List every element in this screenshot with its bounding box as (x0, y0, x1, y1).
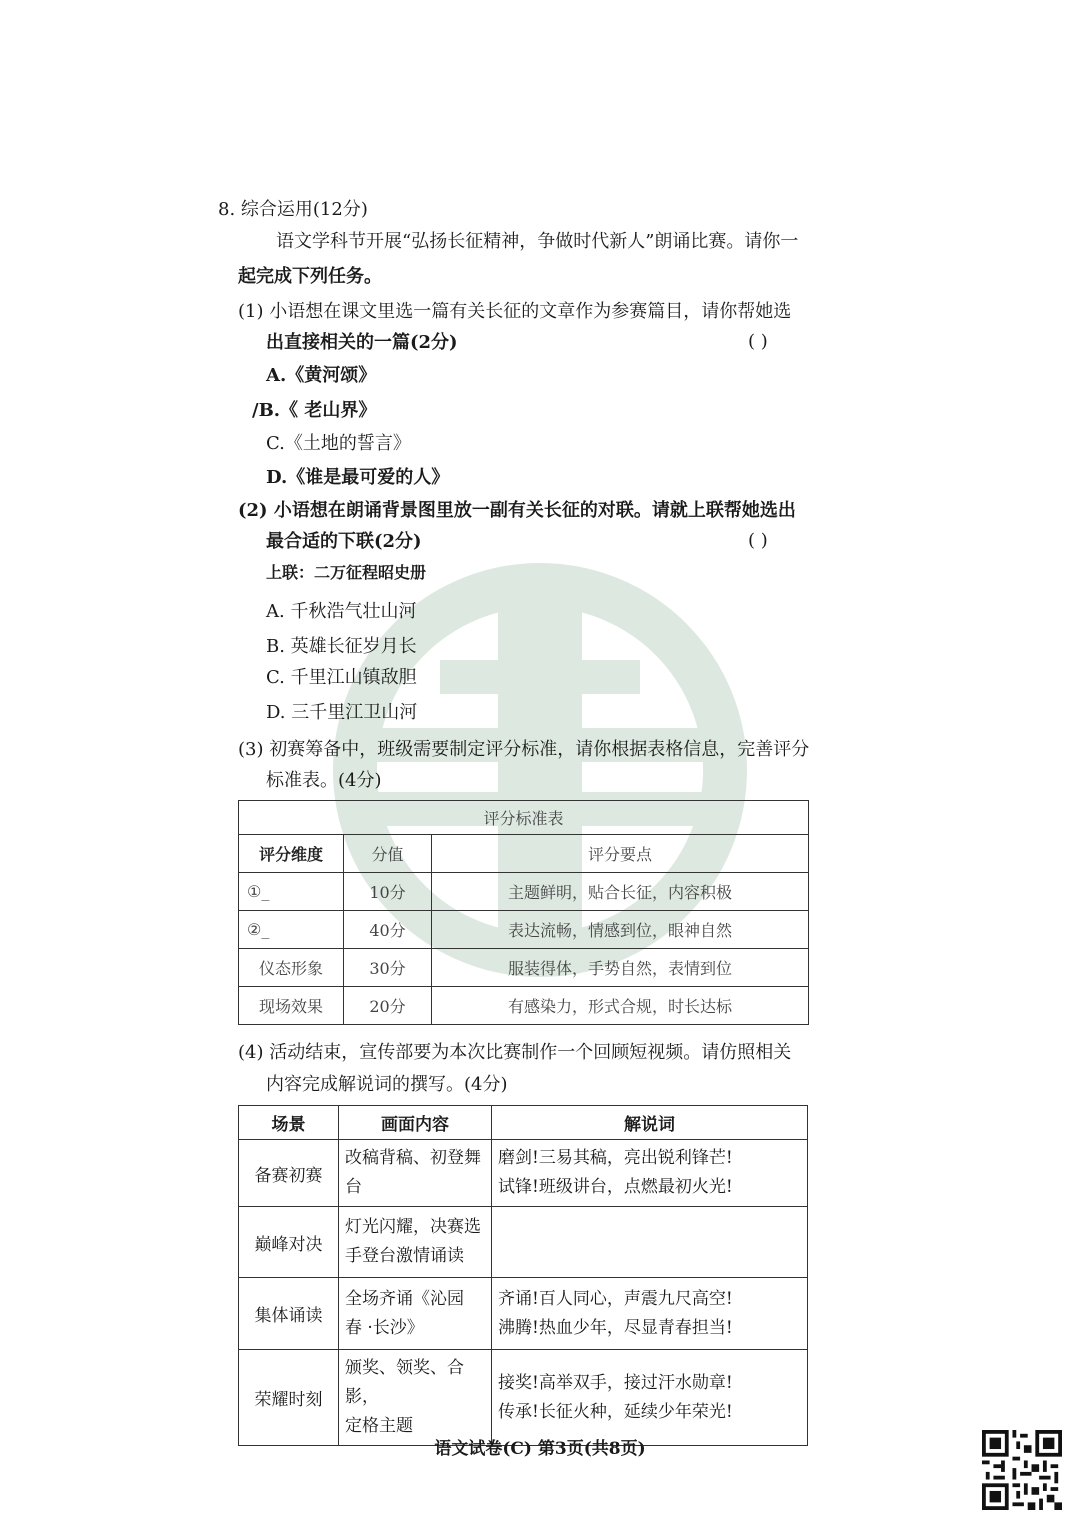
narration-table (238, 1105, 808, 1446)
part2-option-d: D. 三千里江卫山河 (266, 702, 418, 723)
part1-option-a: A.《黄河颂》 (266, 365, 377, 386)
scoring-dimension-blank-2[interactable]: ②_ (239, 911, 344, 949)
part2-line-1: (2) 小语想在朗诵背景图里放一副有关长征的对联。请就上联帮她选出 (238, 500, 796, 521)
intro-line-1: 语文学科节开展“弘扬长征精神，争做时代新人”朗诵比赛。请你一 (276, 231, 799, 252)
narration-content-line: 全场齐诵《沁园 (345, 1288, 464, 1309)
scoring-dimension: 仪态形象 (239, 949, 344, 987)
part2-option-b: B. 英雄长征岁月长 (266, 636, 417, 657)
part3-line-2: 标准表。(4分) (266, 770, 382, 791)
scoring-criteria: 表达流畅，情感到位，眼神自然 (432, 911, 809, 949)
narration-content-line: 春 ·长沙》 (345, 1317, 424, 1338)
part1-line-2: 出直接相关的一篇(2分) (266, 332, 458, 353)
part1-answer-paren: ( ) (748, 331, 768, 352)
table-row (239, 873, 809, 911)
narration-header-scene: 场景 (239, 1106, 339, 1140)
table-row (239, 1207, 808, 1278)
narration-scene: 巅峰对决 (239, 1207, 339, 1278)
narration-script (492, 1140, 808, 1207)
narration-content-line: 颁奖、领奖、合影， (345, 1358, 464, 1407)
part3-line-1: (3) 初赛筹备中，班级需要制定评分标准，请你根据表格信息，完善评分 (238, 739, 810, 760)
scoring-points: 30分 (344, 949, 432, 987)
narration-content-line: 灯光闪耀，决赛选 (345, 1217, 481, 1237)
narration-content (339, 1350, 492, 1446)
narration-scene: 备赛初赛 (239, 1140, 339, 1207)
narration-content (339, 1207, 492, 1278)
table-row (239, 949, 809, 987)
narration-script-line: 接奖!高举双手，接过汗水勋章! (498, 1372, 733, 1393)
part1-option-d: D.《谁是最可爱的人》 (266, 467, 450, 488)
part2-option-a: A. 千秋浩气壮山河 (266, 601, 417, 622)
narration-content (339, 1140, 492, 1207)
narration-script (492, 1278, 808, 1350)
narration-content-line: 手登台激情诵读 (345, 1246, 464, 1266)
table-row (239, 1350, 808, 1446)
narration-header-content: 画面内容 (339, 1106, 492, 1140)
narration-script (492, 1350, 808, 1446)
narration-script-line: 磨剑!三易其稿，亮出锐利锋芒! (498, 1148, 733, 1168)
table-row (239, 1140, 808, 1207)
narration-script-line: 试锋!班级讲台，点燃最初火光! (498, 1177, 733, 1197)
couplet-upper: 上联：二万征程昭史册 (266, 563, 427, 582)
part2-answer-paren: ( ) (748, 530, 768, 551)
table-row (239, 1278, 808, 1350)
part4-line-2: 内容完成解说词的撰写。(4分) (266, 1074, 508, 1095)
scoring-table-caption: 评分标准表 (239, 801, 809, 835)
narration-scene: 荣耀时刻 (239, 1350, 339, 1446)
scoring-table (238, 800, 809, 1025)
narration-script-blank[interactable] (492, 1207, 808, 1278)
narration-content-line: 改稿背稿、初登舞台 (345, 1148, 481, 1197)
part1-option-c: C.《土地的誓言》 (266, 433, 411, 454)
scoring-dimension: 现场效果 (239, 987, 344, 1025)
scoring-criteria: 主题鲜明，贴合长征，内容积极 (432, 873, 809, 911)
scoring-criteria: 服装得体，手势自然，表情到位 (432, 949, 809, 987)
narration-header-script: 解说词 (492, 1106, 808, 1140)
part1-line-1: (1) 小语想在课文里选一篇有关长征的文章作为参赛篇目，请你帮她选 (238, 301, 792, 322)
qr-code-icon[interactable] (982, 1430, 1062, 1510)
part1-option-b: /B.《 老山界》 (252, 400, 377, 421)
scoring-points: 10分 (344, 873, 432, 911)
page-footer: 语文试卷(C) 第3页(共8页) (434, 1439, 646, 1459)
part4-line-1: (4) 活动结束，宣传部要为本次比赛制作一个回顾短视频。请仿照相关 (238, 1042, 792, 1063)
scoring-header-criteria: 评分要点 (432, 835, 809, 873)
narration-script-line: 沸腾!热血少年，尽显青春担当! (498, 1317, 733, 1338)
narration-script-line: 传承!长征火种，延续少年荣光! (498, 1401, 733, 1422)
scoring-header-points: 分值 (344, 835, 432, 873)
part2-line-2: 最合适的下联(2分) (266, 531, 422, 552)
intro-line-2: 起完成下列任务。 (238, 266, 382, 287)
narration-script-line: 齐诵!百人同心，声震九尺高空! (498, 1288, 733, 1309)
scoring-points: 20分 (344, 987, 432, 1025)
part2-option-c: C. 千里江山镇敌胆 (266, 667, 417, 688)
scoring-dimension-blank-1[interactable]: ①_ (239, 873, 344, 911)
scoring-points: 40分 (344, 911, 432, 949)
narration-scene: 集体诵读 (239, 1278, 339, 1350)
scoring-header-dimension: 评分维度 (239, 835, 344, 873)
table-row (239, 911, 809, 949)
question-title: 8. 综合运用(12分) (218, 199, 368, 220)
scoring-criteria: 有感染力，形式合规，时长达标 (432, 987, 809, 1025)
table-row (239, 987, 809, 1025)
narration-content (339, 1278, 492, 1350)
narration-content-line: 定格主题 (345, 1416, 413, 1436)
